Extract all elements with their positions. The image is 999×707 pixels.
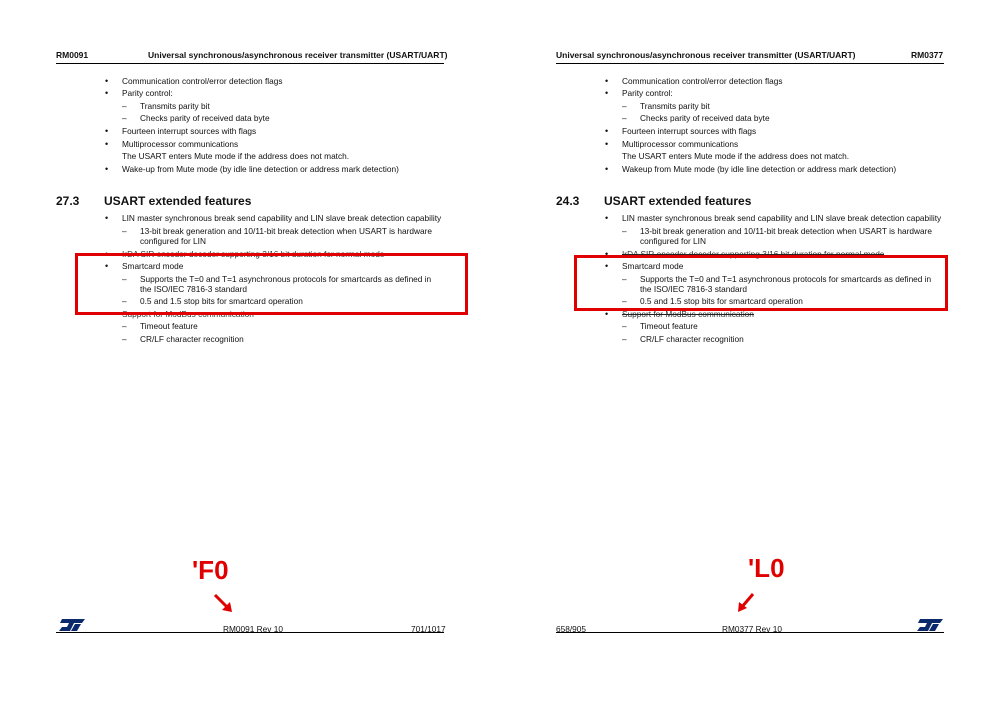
list-item-struck: Support for ModBus communication <box>122 309 254 319</box>
list-subitem: CR/LF character recognition <box>640 334 744 344</box>
dash: – <box>122 113 127 123</box>
bullet: • <box>105 139 109 149</box>
dash: – <box>622 334 627 344</box>
list-subitem: 0.5 and 1.5 stop bits for smartcard operation <box>140 296 303 306</box>
list-item: Communication control/error detection flags <box>622 76 783 86</box>
dash: – <box>622 274 627 284</box>
dash: – <box>122 296 127 306</box>
tag-label-right: 'L0 <box>748 553 785 583</box>
list-item: Wake-up from Mute mode (by idle line detection or address mark detection) <box>122 164 399 174</box>
section-title: USART extended features <box>604 194 752 208</box>
list-item: Wakeup from Mute mode (by idle line detection or address mark detection) <box>622 164 897 174</box>
list-item: Multiprocessor communications <box>122 139 239 149</box>
list-subitem: Supports the T=0 and T=1 asynchronous protocols for smartcards as defined in <box>140 274 432 284</box>
red-arrow-icon <box>734 591 758 615</box>
footer-doc: RM0091 Rev 10 <box>223 624 283 634</box>
list-subitem: CR/LF character recognition <box>140 334 244 344</box>
header-title: Universal synchronous/asynchronous receiver transmitter (USART/UART) <box>556 50 856 60</box>
list-subitem: Transmits parity bit <box>140 101 210 111</box>
left-page <box>56 0 446 707</box>
dash: – <box>122 101 127 111</box>
page-header <box>556 50 944 64</box>
paragraph: The USART enters Mute mode if the address does not match. <box>122 151 350 161</box>
list-subitem: Supports the T=0 and T=1 asynchronous protocols for smartcards as defined in <box>640 274 932 284</box>
dash: – <box>622 101 627 111</box>
list-item: Parity control: <box>622 88 673 98</box>
bullet: • <box>105 249 109 259</box>
list-subitem: Checks parity of received data byte <box>140 113 270 123</box>
list-subitem-cont: the ISO/IEC 7816-3 standard <box>640 284 748 294</box>
bullet: • <box>105 309 109 319</box>
list-subitem: 13-bit break generation and 10/11-bit break detection when USART is hardware <box>640 226 932 236</box>
dash: – <box>622 113 627 123</box>
list-subitem-cont: configured for LIN <box>640 236 706 246</box>
bullet: • <box>105 76 109 86</box>
bullet: • <box>605 126 609 136</box>
header-title: Universal synchronous/asynchronous receiver transmitter (USART/UART) <box>148 50 448 60</box>
list-item-struck: IrDA SIR encoder decoder supporting 3/16 bit duration for normal mode <box>122 249 385 259</box>
list-item: LIN master synchronous break send capability and LIN slave break detection capability <box>622 213 942 223</box>
footer-doc: RM0377 Rev 10 <box>722 624 782 634</box>
list-item-struck: Support for ModBus communication <box>622 309 754 319</box>
list-item: Communication control/error detection flags <box>122 76 283 86</box>
bullet: • <box>105 261 109 271</box>
paragraph: The USART enters Mute mode if the address does not match. <box>622 151 850 161</box>
red-arrow-icon <box>212 592 236 616</box>
list-item: Parity control: <box>122 88 173 98</box>
header-doc-id: RM0377 <box>911 50 944 60</box>
list-item: Smartcard mode <box>622 261 684 271</box>
bullet: • <box>105 213 109 223</box>
tag-label-left: 'F0 <box>192 555 229 585</box>
bullet: • <box>605 261 609 271</box>
footer-page-number: 701/1017 <box>411 624 446 634</box>
list-item: LIN master synchronous break send capability and LIN slave break detection capability <box>122 213 442 223</box>
list-subitem: Transmits parity bit <box>640 101 710 111</box>
dash: – <box>622 321 627 331</box>
bullet: • <box>605 249 609 259</box>
bullet: • <box>605 309 609 319</box>
list-subitem: Timeout feature <box>140 321 198 331</box>
bullet: • <box>105 164 109 174</box>
section-number: 27.3 <box>56 194 80 208</box>
list-subitem: 13-bit break generation and 10/11-bit break detection when USART is hardware <box>140 226 432 236</box>
footer-page-number: 658/905 <box>556 624 586 634</box>
dash: – <box>122 274 127 284</box>
bullet: • <box>605 88 609 98</box>
section-number: 24.3 <box>556 194 580 208</box>
header-doc-id: RM0091 <box>56 50 89 60</box>
list-item: Fourteen interrupt sources with flags <box>122 126 257 136</box>
highlight-box-right <box>574 255 948 311</box>
list-subitem-cont: configured for LIN <box>140 236 206 246</box>
highlight-box-left <box>75 253 468 315</box>
bullet: • <box>105 126 109 136</box>
bullet: • <box>605 139 609 149</box>
list-subitem-cont: the ISO/IEC 7816-3 standard <box>140 284 248 294</box>
list-subitem: Timeout feature <box>640 321 698 331</box>
list-subitem: Checks parity of received data byte <box>640 113 770 123</box>
dash: – <box>622 296 627 306</box>
st-logo-icon <box>916 618 944 632</box>
dash: – <box>122 321 127 331</box>
bullet: • <box>605 164 609 174</box>
list-item-struck: IrDA SIR encoder decoder supporting 3/16 bit duration for normal mode <box>622 249 885 259</box>
list-item: Smartcard mode <box>122 261 184 271</box>
list-item: Multiprocessor communications <box>622 139 739 149</box>
list-subitem: 0.5 and 1.5 stop bits for smartcard operation <box>640 296 803 306</box>
st-logo-icon <box>58 618 86 632</box>
section-title: USART extended features <box>104 194 252 208</box>
bullet: • <box>605 76 609 86</box>
dash: – <box>122 334 127 344</box>
page-header <box>56 50 448 64</box>
dash: – <box>622 226 627 236</box>
bullet: • <box>605 213 609 223</box>
dash: – <box>122 226 127 236</box>
list-item: Fourteen interrupt sources with flags <box>622 126 757 136</box>
bullet: • <box>105 88 109 98</box>
